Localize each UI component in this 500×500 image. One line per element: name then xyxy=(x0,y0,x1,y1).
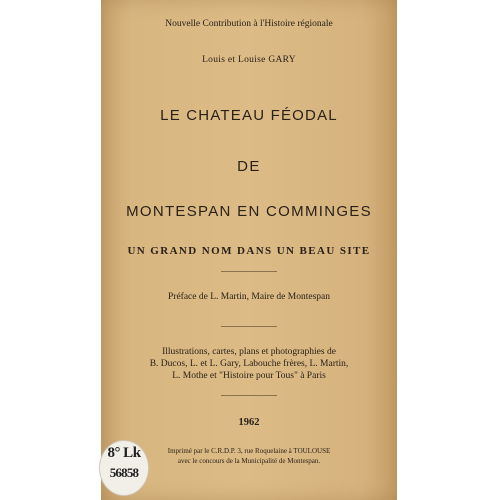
library-shelfmark-label xyxy=(99,440,149,496)
illustration-credits xyxy=(101,346,397,382)
title-line-1: LE CHATEAU FÉODAL xyxy=(160,107,338,124)
subtitle: UN GRAND NOM DANS UN BEAU SITE xyxy=(127,245,371,257)
title-line-2: DE xyxy=(237,158,261,175)
publication-year: 1962 xyxy=(238,417,260,428)
authors: Louis et Louise GARY xyxy=(202,55,296,65)
divider-rule xyxy=(221,395,277,396)
credits-line: B. Ducos, L. et L. Gary, Labouche frères, L. Martin, xyxy=(149,359,349,369)
shelfmark-line-2: 56858 xyxy=(109,465,139,480)
divider-rule xyxy=(221,326,277,327)
title-line-3: MONTESPAN EN COMMINGES xyxy=(126,203,372,220)
shelfmark-line-1: 8° Lk xyxy=(107,445,141,461)
book-cover xyxy=(101,0,397,500)
preface-credit: Préface de L. Martin, Maire de Montespan xyxy=(168,292,330,302)
imprint-line: avec le concours de la Municipalité de Montespan. xyxy=(177,457,321,465)
credits-line: Illustrations, cartes, plans et photographies de xyxy=(162,347,336,357)
imprint-line: Imprimé par le C.R.D.P. 3, rue Roquelaine à TOULOUSE xyxy=(167,447,331,455)
credits-line: L. Mothe et "Histoire pour Tous" à Paris xyxy=(172,371,326,381)
series-title: Nouvelle Contribution à l'Histoire régionale xyxy=(165,19,333,29)
divider-rule xyxy=(221,271,277,272)
